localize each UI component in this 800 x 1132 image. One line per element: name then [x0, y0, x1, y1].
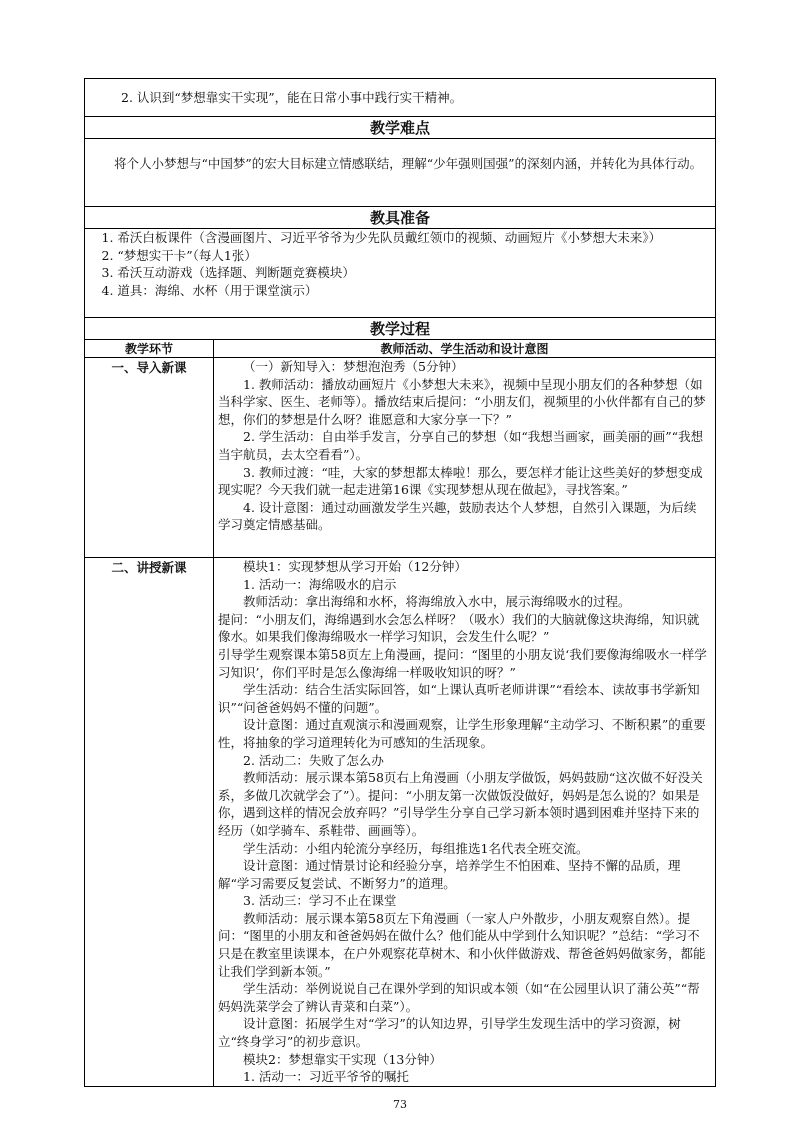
difficulty-heading: 教学难点: [85, 117, 716, 139]
stage-2-line-13: 教师活动：展示课本第58页左下角漫画（一家人户外散步，小朋友观察自然）。提问：“图里的小朋友和爸爸妈妈在做什么？他们能从中学到什么知识呢？”总结：“学习不只是在教室里读课本，在户外观察花草树木、和小伙伴做游戏、帮爸爸妈妈做家务，都能让我们学到新本领。”: [218, 910, 706, 979]
goal-cell: [85, 79, 716, 117]
stage-1-line-2: 1. 教师活动：播放动画短片《小梦想大未来》，视频中呈现小朋友们的各种梦想（如当科学家、医生、老师等）。播放结束后提问：“小朋友们，视频里的小伙伴都有自己的梦想，你们的梦想是什么呀？谁愿意和大家分享一下？”: [218, 376, 706, 427]
stage-2-line-12: 3. 活动三：学习不止在课堂: [243, 893, 397, 909]
lesson-plan-page: [84, 78, 715, 1087]
stage-2-line-5: 引导学生观察课本第58页左上角漫画，提问：“图里的小朋友说‘我们要像海绵吸水一样学习知识’，你们平时是怎么像海绵一样吸收知识的呀？”: [218, 646, 707, 680]
stage-2-line-8: 2. 活动二：失败了怎么办: [243, 752, 384, 768]
page-number: 73: [393, 1098, 407, 1111]
stage-1-content: [214, 358, 716, 558]
stage-2-line-10: 学生活动：小组内轮流分享经历，每组推选1名代表全班交流。: [243, 840, 589, 856]
materials-item-2: 2. “梦想实干卡”（每人1张）: [101, 247, 257, 263]
stage-2-line-17: 1. 活动一：习近平爷爷的嘱托: [243, 1069, 409, 1085]
materials-item-4: 4. 道具：海绵、水杯（用于课堂演示）: [101, 282, 318, 298]
stage-2-line-9: 教师活动：展示课本第58页右上角漫画（小朋友学做饭，妈妈鼓励“这次做不好没关系，多做几次就学会了”）。提问：“小朋友第一次做饭没做好，妈妈是怎么说的？如果是你，遇到这样的情况会放弃吗？”引导学生分享自己学习新本领时遇到困难并坚持下来的经历（如学骑车、系鞋带、画画等）。: [218, 770, 703, 838]
goal-item-2: 2. 认识到“梦想靠实干实现”，能在日常小事中践行实干精神。: [121, 90, 463, 105]
stage-2-name: 二、讲授新课: [85, 558, 214, 1087]
stage-2-line-14: 学生活动：举例说说自己在课外学到的知识或本领（如“在公园里认识了蒲公英”“帮妈妈洗菜学会了辨认青菜和白菜”）。: [218, 981, 700, 1014]
materials-item-3: 3. 希沃互动游戏（选择题、判断题竞赛模块）: [101, 265, 355, 281]
stage-2-line-1: 模块1：实现梦想从学习开始（12分钟）: [243, 559, 467, 574]
materials-heading: 教具准备: [85, 207, 716, 229]
stage-1-name: 一、导入新课: [85, 358, 214, 558]
col-header-activity: 教师活动、学生活动和设计意图: [214, 340, 716, 358]
stage-2-line-3: 教师活动：拿出海绵和水杯，将海绵放入水中，展示海绵吸水的过程。: [243, 594, 631, 610]
materials-cell: [85, 229, 716, 318]
stage-1-line-1: （一）新知导入：梦想泡泡秀（5分钟）: [243, 359, 464, 374]
stage-2-line-16: 模块2：梦想靠实干实现（13分钟）: [243, 1051, 442, 1067]
stage-2-line-4: 提问：“小朋友们，海绵遇到水会怎么样呀？（吸水）我们的大脑就像这块海绵，知识就像水。如果我们像海绵吸水一样学习知识，会发生什么呢？”: [218, 611, 700, 645]
materials-item-1: 1. 希沃白板课件（含漫画图片、习近平爷爷为少先队员戴红领巾的视频、动画短片《小梦想大未来》）: [101, 230, 662, 245]
col-header-stage: 教学环节: [85, 340, 214, 358]
stage-1-line-3: 2. 学生活动：自由举手发言，分享自己的梦想（如“我想当画家，画美丽的画”“我想当宇航员，去太空看看”）。: [218, 429, 704, 462]
stage-2-line-15: 设计意图：拓展学生对“学习”的认知边界，引导学生发现生活中的学习资源，树立“终身学习”的初步意识。: [218, 1016, 681, 1050]
stage-1-line-4: 3. 教师过渡：“哇，大家的梦想都太棒啦！那么，要怎样才能让这些美好的梦想变成现实呢？今天我们就一起走进第16课《实现梦想从现在做起》，寻找答案。”: [218, 464, 703, 498]
stage-2-line-7: 设计意图：通过直观演示和漫画观察，让学生形象理解“主动学习、不断积累”的重要性，将抽象的学习道理转化为可感知的生活现象。: [218, 717, 706, 750]
stage-2-line-11: 设计意图：通过情景讨论和经验分享，培养学生不怕困难、坚持不懈的品质，理解“学习需要反复尝试、不断努力”的道理。: [218, 858, 681, 891]
difficulty-cell: [85, 139, 716, 207]
stage-1-line-5: 4. 设计意图：通过动画激发学生兴趣，鼓励表达个人梦想，自然引入课题，为后续学习奠定情感基础。: [218, 499, 697, 533]
stage-2-line-6: 学生活动：结合生活实际回答，如“上课认真听老师讲课”“看绘本、读故事书学新知识”“问爸爸妈妈不懂的问题”。: [218, 682, 700, 715]
stage-2-line-2: 1. 活动一：海绵吸水的启示: [243, 576, 397, 592]
process-heading: 教学过程: [85, 318, 716, 340]
difficulty-text: 将个人小梦想与“中国梦”的宏大目标建立情感联结，理解“少年强则国强”的深刻内涵，并转化为具体行动。: [114, 156, 703, 171]
stage-2-content: [214, 558, 716, 1087]
lesson-plan-table: [84, 78, 716, 1087]
